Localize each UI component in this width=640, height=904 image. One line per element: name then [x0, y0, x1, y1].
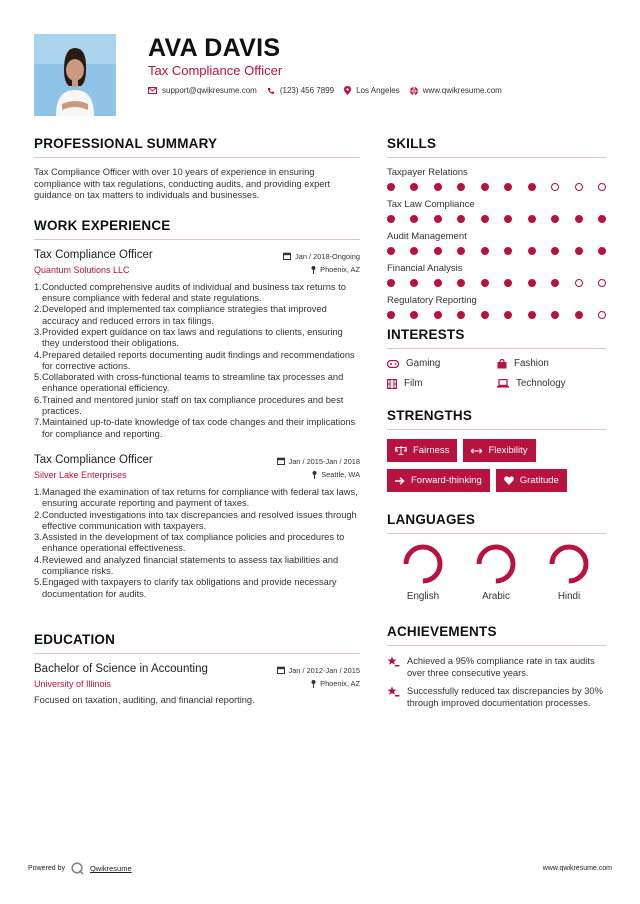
calendar-icon — [277, 666, 285, 674]
strength-tag — [496, 469, 567, 492]
laptop-icon — [497, 379, 509, 388]
company-name: Silver Lake Enterprises — [34, 469, 127, 480]
rating-dot-filled — [410, 183, 418, 191]
education-dates — [277, 666, 361, 675]
rating-dot-filled — [504, 183, 512, 191]
rating-dot-filled — [598, 247, 606, 255]
rating-dot-empty — [551, 183, 559, 191]
skill-rating — [387, 247, 606, 255]
rating-dot-filled — [481, 247, 489, 255]
contact-location — [344, 86, 400, 95]
education-location — [311, 679, 360, 688]
trophy-star-icon — [387, 656, 400, 667]
job-bullet: Reviewed and analyzed financial statements to assess tax liabilities and compliance risks. — [42, 554, 339, 577]
footer-website[interactable]: www.qwikresume.com — [542, 865, 612, 872]
strength-label: Fairness — [413, 445, 450, 456]
strength-tag — [387, 439, 457, 462]
rating-dot-filled — [387, 183, 395, 191]
job-entry — [34, 249, 360, 440]
achievement-item — [387, 655, 606, 679]
education-dates-text: Jan / 2012-Jan / 2015 — [288, 665, 360, 675]
rating-dot-filled — [457, 279, 465, 287]
rating-dot-filled — [598, 215, 606, 223]
skill-name: Regulatory Reporting — [387, 295, 477, 306]
interest-label: Fashion — [514, 358, 549, 369]
education-heading: EDUCATION — [34, 632, 360, 654]
rating-dot-filled — [481, 311, 489, 319]
rating-dot-filled — [434, 311, 442, 319]
interests-list — [387, 358, 606, 389]
interest-item — [387, 378, 497, 389]
interest-label: Film — [404, 378, 423, 389]
gamepad-icon — [387, 360, 399, 368]
skills-heading: SKILLS — [387, 136, 606, 158]
skill-rating — [387, 279, 606, 287]
language-gauge — [475, 543, 517, 585]
powered-by-text: Powered by — [28, 865, 65, 872]
rating-dot-filled — [387, 279, 395, 287]
rating-dot-filled — [504, 215, 512, 223]
summary-heading: PROFESSIONAL SUMMARY — [34, 136, 360, 158]
skill-rating — [387, 215, 606, 223]
rating-dot-filled — [434, 279, 442, 287]
right-column — [387, 136, 606, 715]
job-location — [312, 470, 360, 479]
scale-icon — [395, 446, 407, 455]
rating-dot-filled — [575, 215, 583, 223]
job-title: Tax Compliance Officer — [34, 453, 153, 466]
job-bullets — [34, 487, 360, 600]
strengths-list — [387, 439, 606, 492]
phone-icon — [267, 87, 275, 95]
rating-dot-empty — [598, 311, 606, 319]
rating-dot-empty — [598, 183, 606, 191]
contact-email[interactable] — [148, 86, 257, 95]
language-item — [387, 543, 459, 602]
language-item — [533, 543, 605, 602]
rating-dot-filled — [387, 215, 395, 223]
job-title: Tax Compliance Officer — [34, 248, 153, 261]
phone-text: (123) 456 7899 — [279, 86, 335, 95]
education-description: Focused on taxation, auditing, and financial reporting. — [34, 694, 255, 705]
achievement-text: Successfully reduced tax discrepancies by 30% through improved documentation processes. — [407, 686, 603, 708]
skill-name: Tax Law Compliance — [387, 199, 475, 210]
rating-dot-filled — [434, 247, 442, 255]
calendar-icon — [283, 252, 291, 260]
trophy-star-icon — [387, 686, 400, 697]
rating-dot-empty — [598, 279, 606, 287]
rating-dot-filled — [551, 215, 559, 223]
job-bullets — [34, 282, 360, 440]
achievements-list — [387, 655, 606, 709]
job-entry — [34, 454, 360, 600]
job-bullet: Trained and mentored junior staff on tax compliance procedures and best practices. — [42, 394, 344, 417]
achievement-item — [387, 685, 606, 709]
rating-dot-filled — [457, 311, 465, 319]
pin-icon — [312, 471, 317, 479]
rating-dot-filled — [410, 311, 418, 319]
rating-dot-filled — [457, 183, 465, 191]
skill-name: Audit Management — [387, 231, 467, 242]
rating-dot-filled — [410, 247, 418, 255]
job-bullet: Engaged with taxpayers to clarify tax obligations and provide necessary documentation for audits. — [42, 577, 337, 599]
degree-title: Bachelor of Science in Accounting — [34, 662, 208, 675]
job-bullet: Provided expert guidance on tax laws and regulations to clients, ensuring they understood their obligations. — [42, 326, 343, 349]
skills-list — [387, 167, 606, 319]
rating-dot-filled — [551, 279, 559, 287]
school-name: University of Illinois — [34, 678, 112, 689]
rating-dot-filled — [551, 311, 559, 319]
pin-icon — [311, 680, 316, 688]
interest-item — [387, 358, 497, 369]
strength-label: Gratitude — [519, 475, 559, 486]
location-text: Los Angeles — [356, 86, 400, 95]
rating-dot-filled — [410, 279, 418, 287]
contact-bar — [148, 86, 512, 95]
education-location-text: Phoenix, AZ — [320, 679, 360, 689]
job-dates — [283, 252, 360, 261]
rating-dot-filled — [504, 279, 512, 287]
language-name: Arabic — [482, 591, 510, 602]
experience-heading: WORK EXPERIENCE — [34, 218, 360, 240]
profile-photo — [34, 34, 116, 116]
job-location-text: Phoenix, AZ — [320, 265, 360, 275]
brand-link[interactable]: Qwikresume — [89, 864, 132, 873]
contact-phone[interactable] — [267, 86, 334, 95]
rating-dot-empty — [575, 183, 583, 191]
left-column — [34, 136, 360, 705]
rating-dot-filled — [410, 215, 418, 223]
rating-dot-filled — [434, 215, 442, 223]
qwikresume-logo-icon — [71, 862, 84, 875]
rating-dot-filled — [528, 311, 536, 319]
job-dates-text: Jan / 2018-Ongoing — [295, 251, 360, 261]
job-bullet: Managed the examination of tax returns for compliance with federal tax laws, ensuring accurate reporting and payment of taxes. — [42, 486, 358, 509]
interests-heading: INTERESTS — [387, 327, 606, 349]
languages-list — [387, 543, 606, 602]
skill-rating — [387, 311, 606, 319]
language-name: Hindi — [557, 591, 581, 602]
rating-dot-filled — [504, 247, 512, 255]
rating-dot-empty — [575, 279, 583, 287]
language-gauge — [548, 543, 590, 585]
rating-dot-filled — [575, 311, 583, 319]
rating-dot-filled — [457, 215, 465, 223]
interest-label: Technology — [516, 378, 566, 389]
strength-label: Flexibility — [488, 445, 528, 456]
rating-dot-filled — [434, 183, 442, 191]
achievements-heading: ACHIEVEMENTS — [387, 624, 606, 646]
job-bullet: Prepared detailed reports documenting audit findings and recommendations for corrective actions. — [42, 349, 355, 371]
language-gauge — [402, 543, 444, 585]
rating-dot-filled — [528, 279, 536, 287]
job-location — [311, 265, 360, 274]
contact-website[interactable] — [410, 86, 502, 95]
education-entry — [34, 663, 360, 705]
rating-dot-filled — [575, 247, 583, 255]
rating-dot-filled — [528, 183, 536, 191]
job-dates-text: Jan / 2015-Jan / 2018 — [288, 456, 360, 466]
pin-icon — [311, 266, 316, 274]
skill-item — [387, 167, 606, 191]
candidate-title: Tax Compliance Officer — [148, 63, 283, 78]
film-icon — [387, 379, 397, 389]
candidate-name: AVA DAVIS — [148, 34, 281, 62]
job-dates — [277, 457, 361, 466]
map-pin-icon — [344, 86, 351, 95]
job-bullet: Developed and implemented tax compliance strategies that improved accuracy and reduced errors in tax filings. — [42, 304, 327, 326]
job-bullet: Collaborated with cross-functional teams to streamline tax processes and enhance operational efficiency. — [42, 372, 344, 394]
arrow-right-icon — [395, 477, 405, 485]
language-item — [460, 543, 532, 602]
skill-item — [387, 199, 606, 223]
skill-name: Financial Analysis — [387, 263, 463, 274]
footer-powered — [28, 862, 132, 875]
rating-dot-filled — [504, 311, 512, 319]
strength-tag — [387, 469, 490, 492]
interest-item — [497, 358, 607, 369]
rating-dot-filled — [481, 215, 489, 223]
summary-text: Tax Compliance Officer with over 10 years of experience in ensuring compliance with tax regulations, conducting audits, and providing expert guidance on tax matters to individuals and businesses. — [34, 167, 331, 201]
heart-icon — [504, 476, 514, 485]
rating-dot-filled — [528, 247, 536, 255]
interest-item — [497, 378, 607, 389]
language-name: English — [406, 591, 440, 602]
job-bullet: Maintained up-to-date knowledge of tax code changes and their implications for compliance and reporting. — [42, 417, 356, 439]
job-bullet: Assisted in the development of tax compliance policies and procedures to enhance operational effectiveness. — [42, 532, 345, 554]
skill-item — [387, 295, 606, 319]
job-bullet: Conducted investigations into tax discrepancies and resolved issues through effective communication with taxpayers. — [42, 509, 357, 531]
envelope-icon — [148, 87, 157, 94]
website-text: www.qwikresume.com — [422, 86, 502, 95]
achievement-text: Achieved a 95% compliance rate in tax audits over three consecutive years. — [407, 656, 595, 678]
rating-dot-filled — [551, 247, 559, 255]
globe-icon — [410, 87, 418, 95]
bag-icon — [497, 359, 507, 369]
interest-label: Gaming — [406, 358, 441, 369]
rating-dot-filled — [457, 247, 465, 255]
strength-label: Forward-thinking — [411, 475, 482, 486]
calendar-icon — [277, 457, 285, 465]
rating-dot-filled — [387, 247, 395, 255]
skill-item — [387, 231, 606, 255]
arrows-icon — [471, 448, 482, 454]
rating-dot-filled — [481, 183, 489, 191]
job-bullet: Conducted comprehensive audits of individual and business tax returns to ensure compliance with federal and state regulations. — [42, 281, 346, 304]
job-location-text: Seattle, WA — [321, 470, 360, 480]
rating-dot-filled — [528, 215, 536, 223]
rating-dot-filled — [387, 311, 395, 319]
languages-heading: LANGUAGES — [387, 512, 606, 534]
strength-tag — [463, 439, 535, 462]
skill-item — [387, 263, 606, 287]
rating-dot-filled — [481, 279, 489, 287]
skill-name: Taxpayer Relations — [387, 167, 468, 178]
company-name: Quantum Solutions LLC — [34, 264, 130, 275]
skill-rating — [387, 183, 606, 191]
email-text: support@qwikresume.com — [162, 86, 257, 95]
strengths-heading: STRENGTHS — [387, 408, 606, 430]
